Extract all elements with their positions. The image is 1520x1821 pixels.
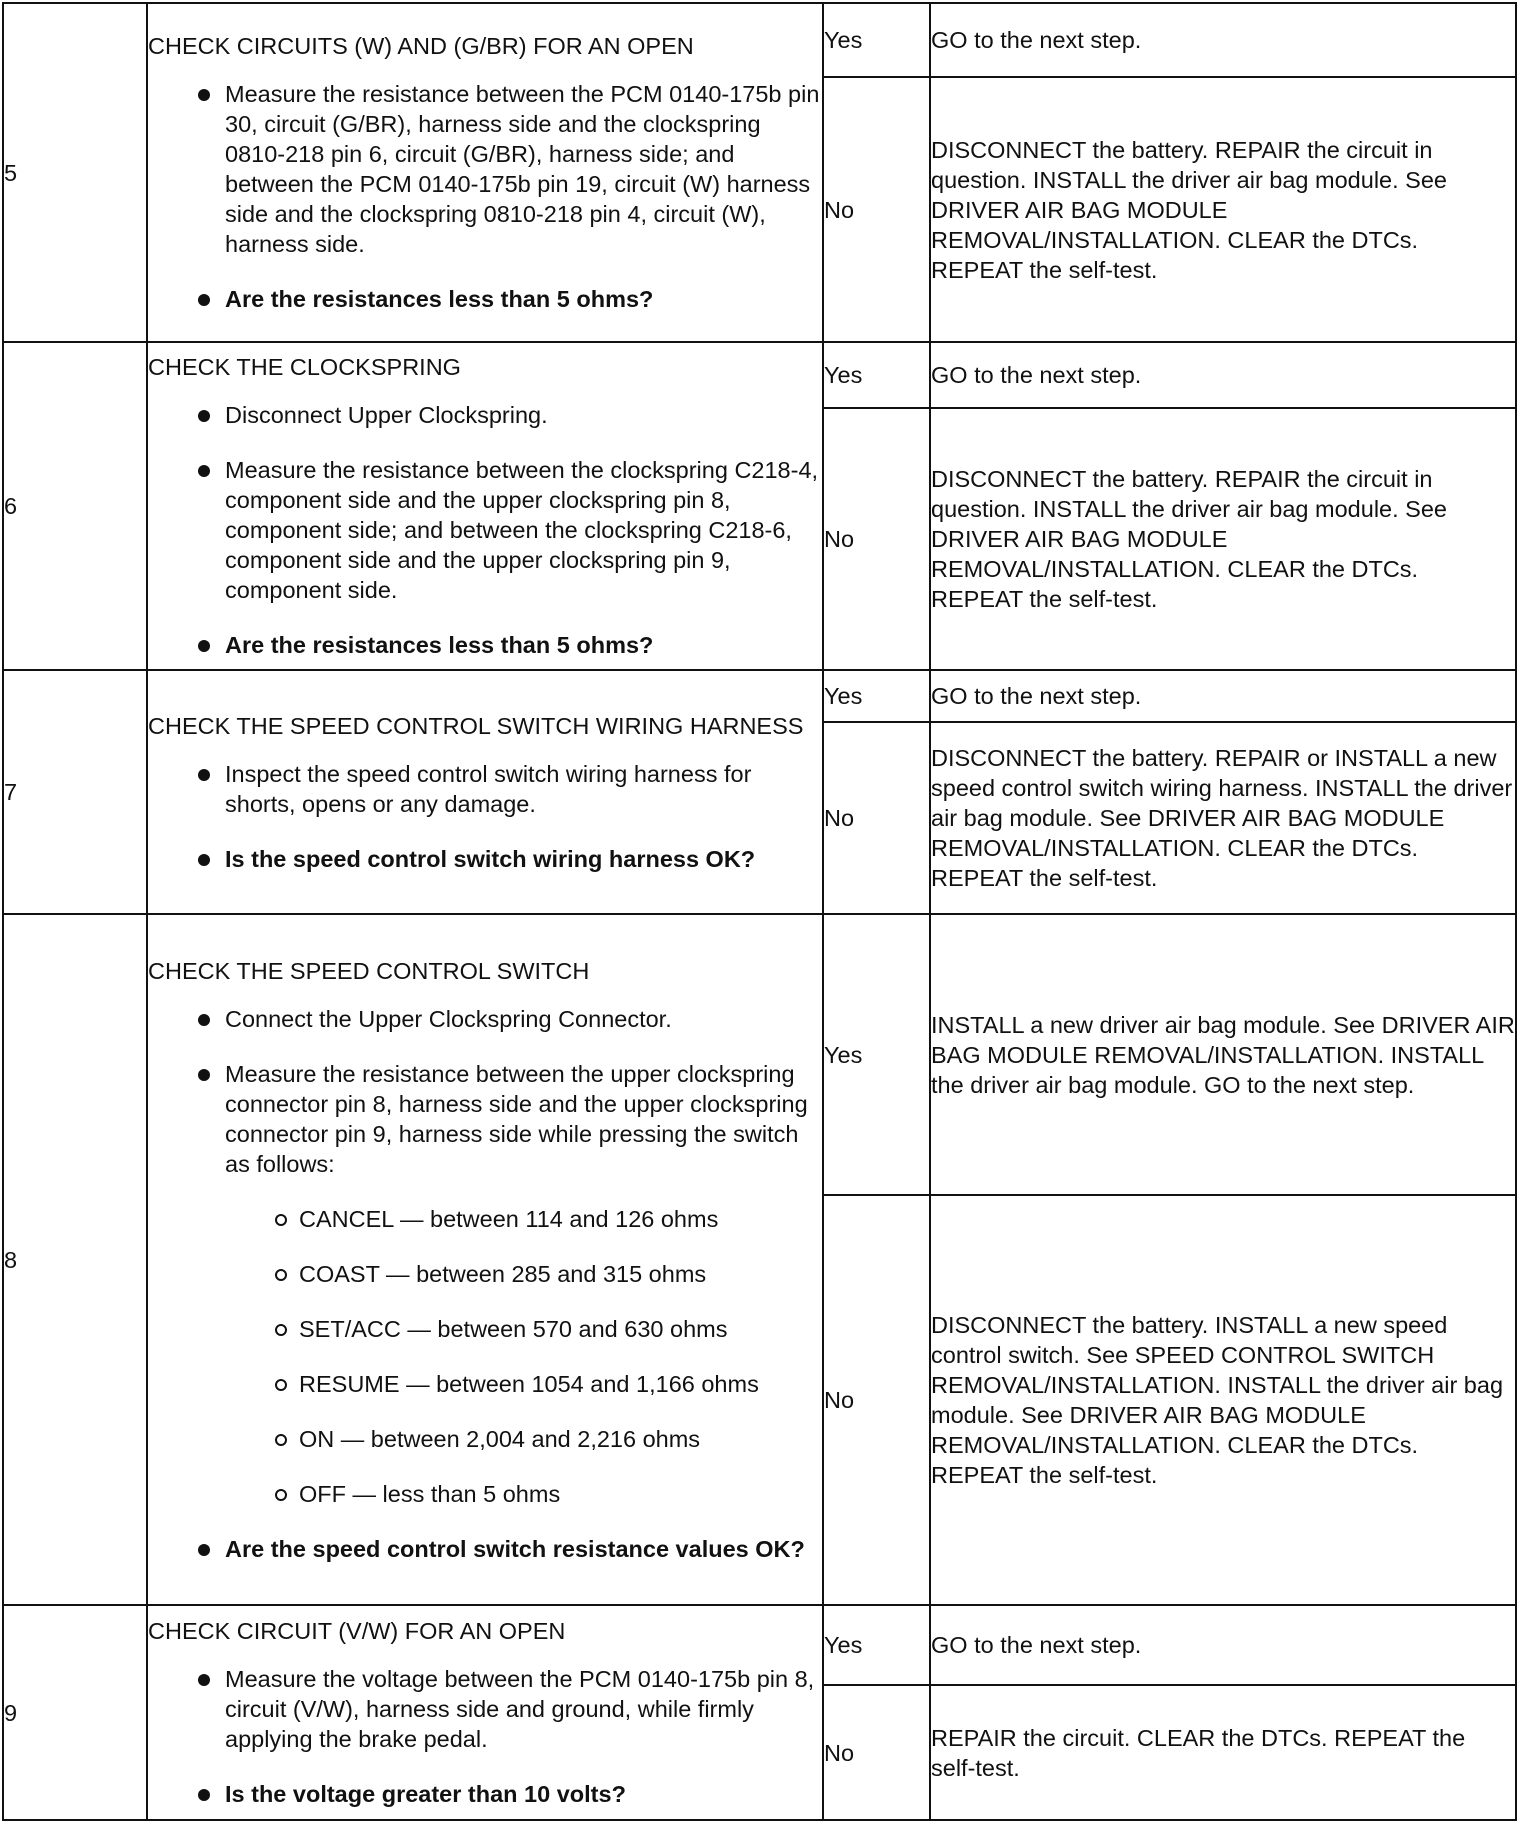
step-7-yes-row [3,670,1516,722]
yes-result: GO to the next step. [930,3,1516,77]
action-bullet: Disconnect Upper Clockspring. [198,400,822,430]
step-number: 8 [3,914,147,1605]
no-label: No [823,408,930,670]
step-6-yes-row [3,342,1516,408]
yes-label: Yes [823,3,930,77]
yes-label: Yes [823,670,930,722]
resistance-item-coast: COAST — between 285 and 315 ohms [275,1259,822,1289]
step-action [147,3,823,342]
action-question: Is the speed control switch wiring harness OK? [198,844,822,874]
step-number: 5 [3,3,147,342]
step-heading: CHECK THE SPEED CONTROL SWITCH WIRING HARNESS [148,712,804,739]
resistance-item-on: ON — between 2,004 and 2,216 ohms [275,1424,822,1454]
action-bullet: Measure the resistance between the clockspring C218-4, component side and the upper clockspring pin 8, component side; and between the clockspring C218-6, component side and the upper clockspring pin 9, component side. [198,455,822,605]
step-action [147,670,823,914]
action-question: Are the resistances less than 5 ohms? [198,284,822,314]
action-bullet: Connect the Upper Clockspring Connector. [198,1004,822,1034]
action-bullet: Inspect the speed control switch wiring harness for shorts, opens or any damage. [198,759,822,819]
no-label: No [823,77,930,342]
action-bullet: Measure the voltage between the PCM 0140-175b pin 8, circuit (V/W), harness side and ground, while firmly applying the brake pedal. [198,1664,822,1754]
resistance-list [225,1204,822,1509]
action-question: Is the voltage greater than 10 volts? [198,1779,822,1809]
yes-result: GO to the next step. [930,1605,1516,1685]
no-label: No [823,1685,930,1820]
resistance-item-cancel: CANCEL — between 114 and 126 ohms [275,1204,822,1234]
action-list [148,759,822,874]
no-result: DISCONNECT the battery. REPAIR or INSTALL a new speed control switch wiring harness. INSTALL the driver air bag module. See DRIVER AIR BAG MODULE REMOVAL/INSTALLATION. CLEAR the DTCs. REPEAT the self-test. [930,722,1516,914]
step-number: 6 [3,342,147,670]
step-action [147,1605,823,1820]
yes-result: INSTALL a new driver air bag module. See DRIVER AIR BAG MODULE REMOVAL/INSTALLATION. INSTALL the driver air bag module. GO to the next step. [930,914,1516,1195]
yes-label: Yes [823,1605,930,1685]
step-action [147,342,823,670]
action-list [148,400,822,660]
step-heading: CHECK CIRCUITS (W) AND (G/BR) FOR AN OPEN [148,33,694,59]
step-action [147,914,823,1605]
step-heading: CHECK THE SPEED CONTROL SWITCH [148,957,590,984]
action-bullet: Measure the resistance between the PCM 0140-175b pin 30, circuit (G/BR), harness side and the clockspring 0810-218 pin 6, circuit (G/BR), harness side; and between the PCM 0140-175b pin 19, circuit (W) harness side and the clockspring 0810-218 pin 4, circuit (W), harness side. [198,79,822,259]
resistance-item-resume: RESUME — between 1054 and 1,166 ohms [275,1369,822,1399]
yes-result: GO to the next step. [930,342,1516,408]
no-label: No [823,1195,930,1605]
action-list [148,1004,822,1564]
no-result: REPAIR the circuit. CLEAR the DTCs. REPEAT the self-test. [930,1685,1516,1820]
step-9-yes-row [3,1605,1516,1685]
step-heading: CHECK THE CLOCKSPRING [148,354,461,380]
no-result: DISCONNECT the battery. REPAIR the circuit in question. INSTALL the driver air bag module. See DRIVER AIR BAG MODULE REMOVAL/INSTALLATION. CLEAR the DTCs. REPEAT the self-test. [930,77,1516,342]
action-question: Are the speed control switch resistance values OK? [198,1534,822,1564]
action-list [148,1664,822,1809]
action-question: Are the resistances less than 5 ohms? [198,630,822,660]
yes-label: Yes [823,914,930,1195]
step-number: 7 [3,670,147,914]
pinpoint-test-table [2,2,1517,1821]
step-8-yes-row [3,914,1516,1195]
resistance-item-off: OFF — less than 5 ohms [275,1479,822,1509]
step-number: 9 [3,1605,147,1820]
step-5-yes-row [3,3,1516,77]
yes-label: Yes [823,342,930,408]
action-bullet-text: Measure the resistance between the upper clockspring connector pin 8, harness side and the upper clockspring connector pin 9, harness side while pressing the switch as follows: [225,1060,808,1177]
no-result: DISCONNECT the battery. REPAIR the circuit in question. INSTALL the driver air bag module. See DRIVER AIR BAG MODULE REMOVAL/INSTALLATION. CLEAR the DTCs. REPEAT the self-test. [930,408,1516,670]
resistance-item-set-acc: SET/ACC — between 570 and 630 ohms [275,1314,822,1344]
action-bullet [198,1059,822,1509]
step-heading: CHECK CIRCUIT (V/W) FOR AN OPEN [148,1618,566,1644]
no-label: No [823,722,930,914]
action-list [148,79,822,314]
no-result: DISCONNECT the battery. INSTALL a new speed control switch. See SPEED CONTROL SWITCH REMOVAL/INSTALLATION. INSTALL the driver air bag module. See DRIVER AIR BAG MODULE REMOVAL/INSTALLATION. CLEAR the DTCs. REPEAT the self-test. [930,1195,1516,1605]
yes-result: GO to the next step. [930,670,1516,722]
